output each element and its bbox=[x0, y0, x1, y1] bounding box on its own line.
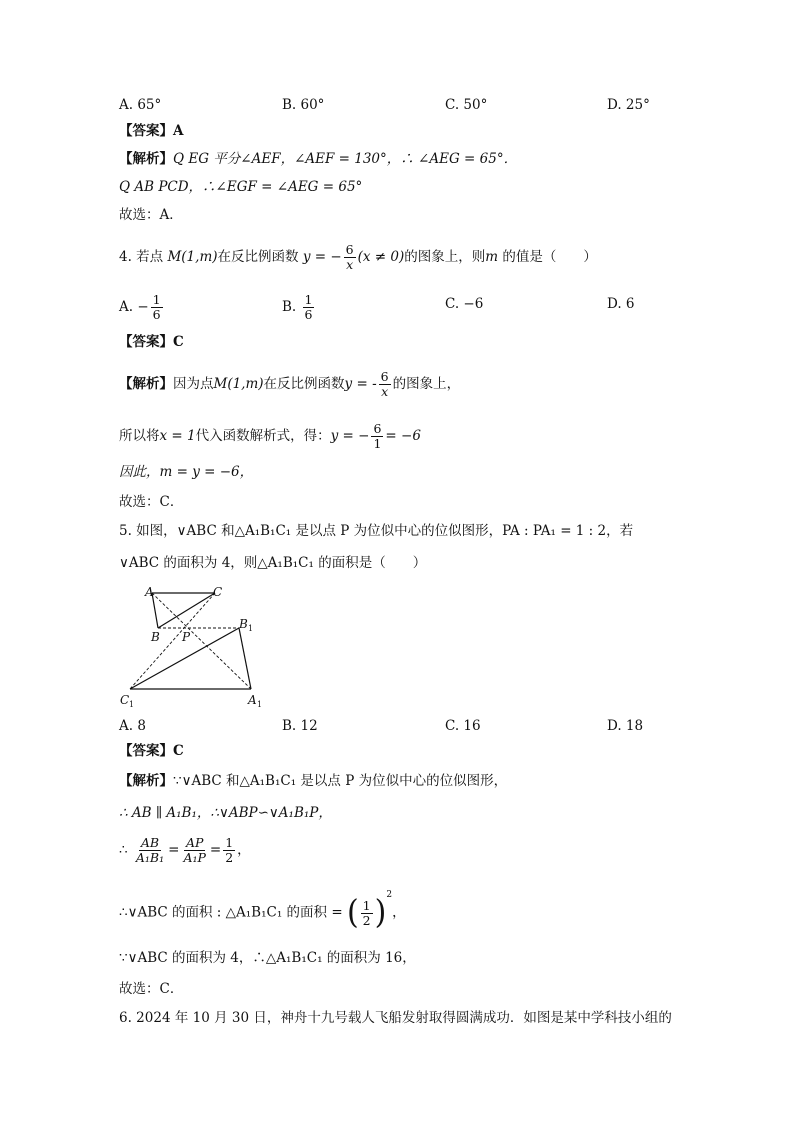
q4-analysis-3: 因此，m = y = −6， bbox=[119, 464, 254, 480]
q3-answer: 【答案】A bbox=[119, 123, 184, 139]
q4-option-a bbox=[119, 293, 165, 322]
q4-analysis-num: 6 bbox=[380, 369, 389, 384]
q4-option-a-prefix: A. − bbox=[119, 299, 149, 315]
label-c1-sub: 1 bbox=[129, 700, 135, 709]
q4-option-d: D. 6 bbox=[607, 296, 635, 312]
label-a: A bbox=[145, 585, 154, 599]
q4-analysis-2 bbox=[119, 422, 421, 451]
label-b: B bbox=[151, 630, 160, 644]
q4-stem-a: 4. 若点 bbox=[119, 249, 164, 265]
q5-analysis-3 bbox=[119, 836, 251, 865]
q4-analysis-2-rhs: = −6 bbox=[385, 428, 421, 444]
q4-option-a-den: 6 bbox=[152, 307, 161, 322]
q5-analysis-4 bbox=[119, 890, 406, 932]
q5-fraction-ap-num: AP bbox=[185, 835, 204, 850]
q4-func-lhs: y = − bbox=[302, 249, 342, 265]
q4-conclusion: 故选：C． bbox=[119, 494, 184, 510]
q5-fraction-half-num: 1 bbox=[225, 835, 234, 850]
label-c1: C bbox=[120, 693, 130, 707]
q5-fraction-ap-den: A₁P bbox=[183, 850, 206, 865]
analysis-tag: 【解析】 bbox=[119, 773, 173, 789]
q5-fraction-half-den: 2 bbox=[225, 850, 234, 865]
q5-eq-2: = bbox=[209, 842, 222, 858]
q4-analysis-2a: 所以将 bbox=[119, 428, 160, 444]
q4-analysis-1a: 因为点 bbox=[173, 376, 214, 392]
q4-analysis-x: x = 1 bbox=[159, 428, 196, 444]
analysis-tag: 【解析】 bbox=[119, 151, 173, 167]
q4-analysis-lhs: y = - bbox=[344, 376, 377, 392]
q5-answer: 【答案】C bbox=[119, 743, 184, 759]
q4-analysis-den: x bbox=[381, 384, 389, 399]
q5-conclusion: 故选：C． bbox=[119, 981, 184, 997]
q4-stem bbox=[119, 243, 597, 272]
q3-option-a: A. 65° bbox=[119, 97, 162, 113]
q5-option-c: C. 16 bbox=[445, 718, 481, 734]
q4-analysis-point: M(1,m) bbox=[213, 376, 264, 392]
q5-fraction-half bbox=[223, 836, 235, 865]
q3-analysis-2: Q AB PCD，∴∠EGF = ∠AEG = 65° bbox=[119, 179, 363, 195]
q4-option-a-fraction bbox=[151, 293, 163, 322]
q5-fraction-ap bbox=[181, 836, 207, 865]
q5-option-a: A. 8 bbox=[119, 718, 146, 734]
q4-analysis-fraction bbox=[379, 370, 391, 399]
q4-point: M(1,m) bbox=[167, 249, 218, 265]
q5-option-b: B. 12 bbox=[282, 718, 318, 734]
q4-stem-b: 在反比例函数 bbox=[217, 249, 299, 265]
q5-stem-2: ∨ABC 的面积为 4，则△A₁B₁C₁ 的面积是（ ） bbox=[119, 555, 427, 571]
q4-analysis-2b: 代入函数解析式，得： bbox=[195, 428, 331, 444]
q5-figure bbox=[112, 582, 272, 712]
q4-option-a-num: 1 bbox=[152, 292, 161, 307]
q5-analysis-4-num: 1 bbox=[362, 897, 371, 913]
q4-func-num: 6 bbox=[345, 242, 354, 257]
q5-fraction-ab-den: A₁B₁ bbox=[135, 850, 165, 865]
q3-option-c: C. 50° bbox=[445, 97, 488, 113]
q3-conclusion: 故选：A． bbox=[119, 207, 183, 223]
q4-func-den: x bbox=[346, 257, 354, 272]
q4-analysis-2-lhs: y = − bbox=[330, 428, 370, 444]
q5-analysis-3-suffix: ， bbox=[237, 842, 251, 858]
q5-analysis-4-suffix: ， bbox=[392, 904, 406, 921]
q4-analysis-1b: 在反比例函数 bbox=[263, 376, 345, 392]
q5-analysis-4-exp: 2 bbox=[386, 890, 393, 900]
q5-fraction-ab bbox=[134, 836, 166, 865]
q5-analysis-1 bbox=[119, 771, 507, 791]
q4-option-b-fraction bbox=[303, 293, 315, 322]
q4-analysis-1 bbox=[119, 370, 460, 399]
q3-option-d: D. 25° bbox=[607, 97, 650, 113]
q4-option-c: C. −6 bbox=[445, 296, 484, 312]
q5-analysis-1-text: ∵∨ABC 和△A₁B₁C₁ 是以点 P 为位似中心的位似图形， bbox=[173, 773, 508, 789]
dashed-a-a1 bbox=[152, 593, 254, 689]
analysis-tag: 【解析】 bbox=[119, 376, 173, 392]
left-paren: ( bbox=[346, 893, 359, 932]
q4-func-fraction bbox=[344, 243, 356, 272]
q5-fraction-ab-num: AB bbox=[140, 835, 160, 850]
q4-analysis-2-num: 6 bbox=[373, 421, 382, 436]
q5-analysis-2: ∴ AB ∥ A₁B₁，∴∨ABP∽∨A₁B₁P， bbox=[119, 805, 332, 821]
label-b1: B bbox=[239, 617, 248, 631]
q4-analysis-2-den: 1 bbox=[373, 436, 382, 451]
q5-analysis-5: ∵∨ABC 的面积为 4，∴△A₁B₁C₁ 的面积为 16， bbox=[119, 950, 416, 966]
q5-stem-1: 5. 如图，∨ABC 和△A₁B₁C₁ 是以点 P 为位似中心的位似图形，PA : PA₁ = 1 : 2，若 bbox=[119, 523, 634, 539]
q4-option-b-prefix: B. bbox=[282, 299, 301, 315]
q4-analysis-1c: 的图象上， bbox=[392, 376, 461, 392]
q3-analysis-text: Q EG 平分∠AEF，∠AEF = 130°，∴ ∠AEG = 65°． bbox=[173, 151, 518, 167]
q4-var-m: m bbox=[485, 249, 499, 265]
q5-analysis-3-prefix: ∴ bbox=[119, 842, 128, 858]
label-a1: A bbox=[248, 693, 257, 707]
q5-analysis-4-fraction bbox=[361, 899, 373, 928]
dashed-c-c1 bbox=[130, 593, 215, 689]
q4-stem-d: 的值是（ ） bbox=[498, 249, 597, 265]
q3-option-b: B. 60° bbox=[282, 97, 325, 113]
q5-analysis-4-text: ∴∨ABC 的面积 : △A₁B₁C₁ 的面积 = bbox=[119, 904, 343, 921]
q4-option-b-den: 6 bbox=[304, 307, 313, 322]
label-p: P bbox=[182, 630, 191, 644]
q4-option-b bbox=[282, 293, 316, 322]
q6-stem-1: 6. 2024 年 10 月 30 日，神舟十九号载人飞船发射取得圆满成功．如图是某中学科技小组的 bbox=[119, 1010, 672, 1026]
q4-stem-c: 的图象上，则 bbox=[404, 249, 486, 265]
segment-b1a1 bbox=[239, 628, 251, 689]
q4-func-cond: (x ≠ 0) bbox=[357, 249, 405, 265]
segment-bc bbox=[158, 593, 215, 628]
q3-analysis-1 bbox=[119, 149, 517, 169]
q5-eq-1: = bbox=[168, 842, 180, 858]
label-a1-sub: 1 bbox=[257, 700, 263, 709]
label-c: C bbox=[213, 585, 223, 599]
right-paren: ) bbox=[374, 893, 387, 932]
q5-option-d: D. 18 bbox=[607, 718, 644, 734]
label-b1-sub: 1 bbox=[248, 624, 254, 633]
q4-analysis-2-fraction bbox=[371, 422, 383, 451]
q4-option-b-num: 1 bbox=[304, 292, 313, 307]
q4-answer: 【答案】C bbox=[119, 334, 184, 350]
q5-analysis-4-den: 2 bbox=[362, 912, 371, 928]
